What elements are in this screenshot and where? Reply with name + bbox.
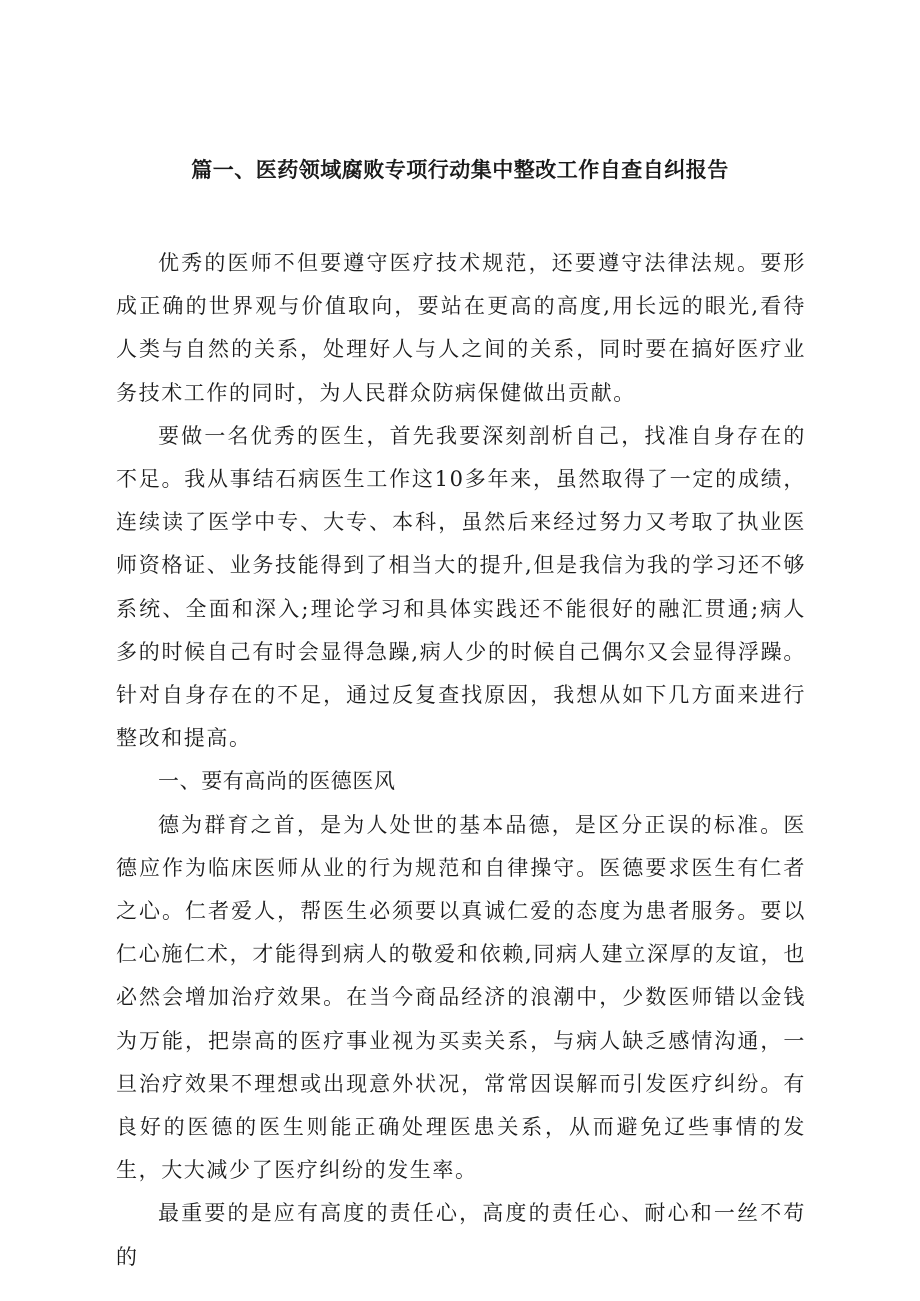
- section-heading-medical-ethics: 一、要有高尚的医德医风: [158, 769, 396, 794]
- paragraph-responsibility: 最重要的是应有高度的责任心，高度的责任心、耐心和一丝不苟的: [116, 1201, 806, 1269]
- paragraph-intro: 优秀的医师不但要遵守医疗技术规范，还要遵守法律法规。要形成正确的世界观与价值取向，要站在更高的高度,用长远的眼光,看待人类与自然的关系，处理好人与人之间的关系，同时要在搞好医疗业务技术工作的同时，为人民群众防病保健做出贡献。: [116, 251, 806, 405]
- document-title: 篇一、医药领域腐败专项行动集中整改工作自查自纠报告: [191, 158, 729, 182]
- paragraph-self-analysis: 要做一名优秀的医生，首先我要深刻剖析自己，找准自身存在的不足。我从事结石病医生工作这10多年来，虽然取得了一定的成绩，连续读了医学中专、大专、本科，虽然后来经过努力又考取了执业医师资格证、业务技能得到了相当大的提升,但是我信为我的学习还不够系统、全面和深入;理论学习和具体实践还不能很好的融汇贯通;病人多的时候自己有时会显得急躁,病人少的时候自己偶尔又会显得浮躁。针对自身存在的不足，通过反复查找原因，我想从如下几方面来进行整改和提高。: [116, 423, 806, 751]
- document-body: [116, 242, 806, 1279]
- paragraph-medical-ethics: 德为群育之首，是为人处世的基本品德，是区分正误的标准。医德应作为临床医师从业的行为规范和自律操守。医德要求医生有仁者之心。仁者爱人，帮医生必须要以真诚仁爱的态度为患者服务。要以仁心施仁术，才能得到病人的敬爱和依赖,同病人建立深厚的友谊，也必然会增加治疗效果。在当今商品经济的浪潮中，少数医师错以金钱为万能，把崇高的医疗事业视为买卖关系，与病人缺乏感情沟通，一旦治疗效果不理想或出现意外状况，常常因误解而引发医疗纠纷。有良好的医德的医生则能正确处理医患关系，从而避免辽些事情的发生，大大减少了医疗纠纷的发生率。: [116, 812, 806, 1183]
